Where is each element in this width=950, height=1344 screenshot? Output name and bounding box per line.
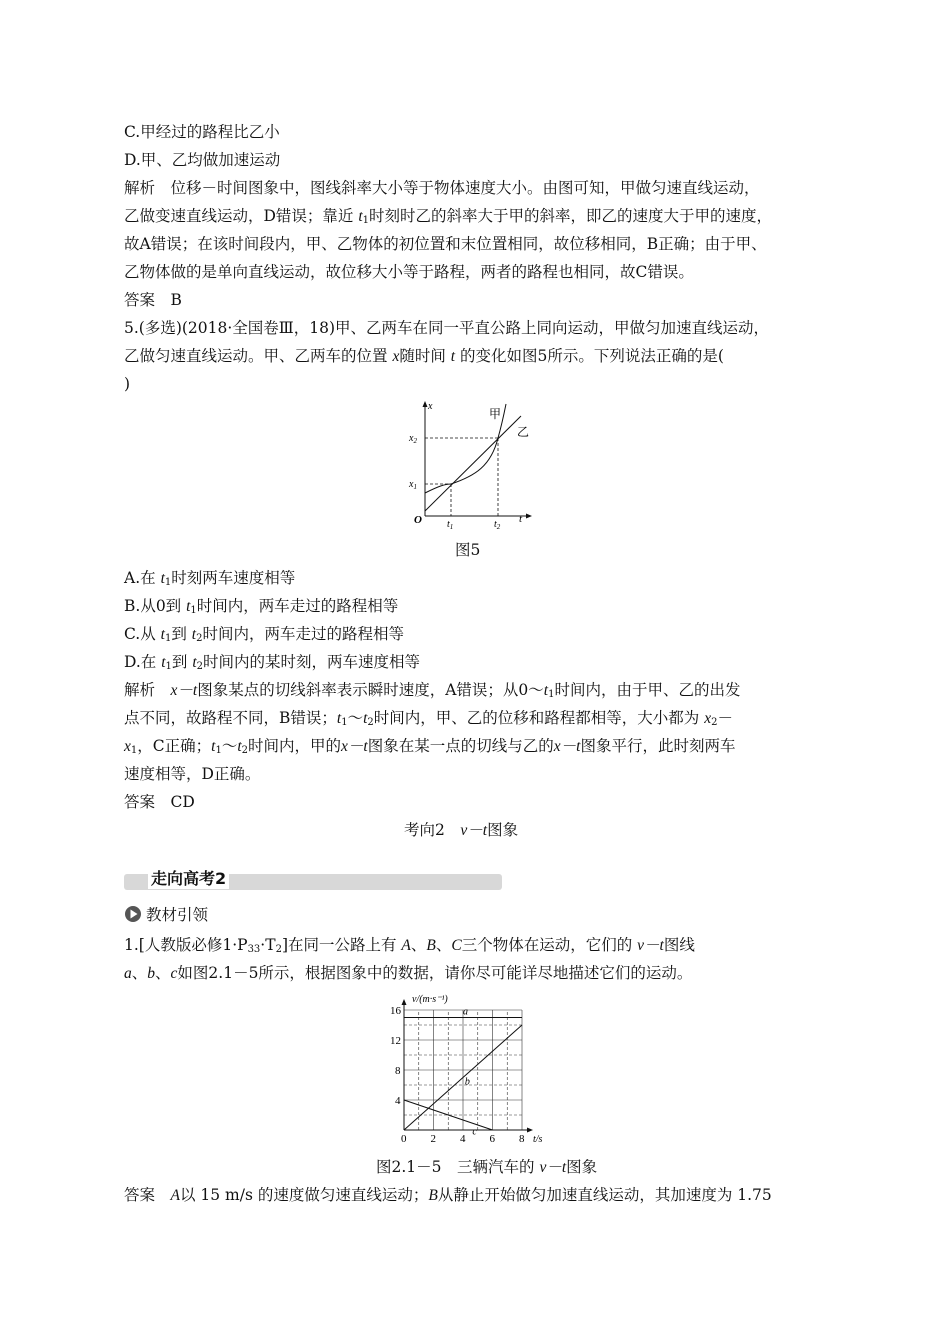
svg-text:x2: $x_2$ — [409, 433, 417, 445]
figure-2-1-5-caption: 图2.1－5 三辆汽车的 v－t图象 — [376, 1158, 598, 1176]
answer-q5: 答案 CD — [124, 793, 195, 811]
q5-analysis-3: $x_1$，C正确；$t_1\sim t_2$时间内，甲的x－t图象在某一点的切线与乙的x－t图象平行，此时刻两车 — [124, 737, 736, 756]
section-title: 考向2 v－t图象 — [404, 821, 519, 839]
x-axis-label: t — [519, 513, 523, 525]
origin-label: O — [414, 514, 422, 526]
jia-label: 甲 — [489, 407, 502, 421]
x-axis-arrow — [527, 1128, 533, 1133]
analysis-line-1: 解析 位移－时间图象中，图线斜率大小等于物体速度大小。由图可知，甲做匀速直线运动， — [124, 179, 760, 197]
y-tick-label: 12 — [390, 1035, 401, 1047]
q1-stem-2: a、b、c如图2.1－5所示，根据图象中的数据，请你尽可能详尽地描述它们的运动。 — [124, 964, 693, 982]
y-tick-label: 4 — [395, 1095, 401, 1107]
x2-label: x — [409, 433, 414, 444]
analysis-line-4: 乙物体做的是单向直线运动，故位移大小等于路程，两者的路程也相同，故C错误。 — [124, 263, 694, 281]
t2-label: t — [494, 519, 497, 530]
t1-label: t — [447, 519, 450, 530]
q5-stem-1: 5.(多选)(2018·全国卷Ⅲ，18)甲、乙两车在同一平直公路上同向运动，甲做匀加速直线运动， — [124, 319, 770, 337]
analysis-line-3: 故A错误；在该时间段内，甲、乙物体的初位置和末位置相同，故位移相同，B正确；由于甲、 — [124, 235, 767, 253]
q5-analysis-2: 点不同，故路程不同，B错误；$t_1\sim t_2$时间内，甲、乙的位移和路程都相等，大小都为 $x_2-$ — [124, 709, 734, 728]
q5-option-b: B.从0到 $t_1$时间内，两车走过的路程相等 — [124, 597, 399, 616]
y-axis-arrow — [402, 999, 407, 1005]
chart-ylabel: v/(m·s⁻¹) — [412, 994, 448, 1005]
svg-text:t2: $t_2$ — [494, 519, 501, 531]
series-label-a: a — [463, 1006, 468, 1018]
x-tick-label: 0 — [401, 1133, 407, 1145]
figure-5-caption: 图5 — [455, 541, 481, 559]
q5-option-a: A.在 $t_1$时刻两车速度相等 — [124, 569, 296, 588]
figure-5-xt-graph — [405, 396, 540, 531]
x-tick-label: 4 — [460, 1133, 466, 1145]
line-yi — [425, 416, 521, 511]
x1-label: x — [409, 479, 414, 490]
svg-text:t1: $t_1$ — [447, 519, 454, 531]
yi-label: 乙 — [517, 425, 530, 439]
q5-analysis-4: 速度相等，D正确。 — [124, 765, 261, 783]
q5-stem-3: ) — [124, 375, 131, 393]
q5-analysis-1: 解析 x－t图象某点的切线斜率表示瞬时速度，A错误；从$0\sim t_1$时间内，由于甲、乙的出发 — [124, 681, 741, 700]
series-label-b: b — [464, 1076, 470, 1088]
answer-q4: 答案 B — [124, 291, 182, 309]
q1-stem-1: 1.[人教版必修$1\cdot P_{33}\cdot T_2$]在同一公路上有 A、B、C三个物体在运动，它们的 v－t图线 — [124, 936, 695, 955]
q5-option-d: D.在 $t_1$到 $t_2$时间内的某时刻，两车速度相等 — [124, 653, 421, 672]
answer-q1: 答案 A以 15 m/s 的速度做匀速直线运动；B从静止开始做匀加速直线运动，其加速度为 1.75 — [124, 1186, 772, 1204]
x-tick-label: 8 — [519, 1133, 525, 1145]
series-label-c: c — [472, 1126, 477, 1138]
figure-2-1-5-vt-chart — [376, 988, 556, 1150]
y-axis-label: x — [428, 401, 433, 412]
chart-xlabel: t/s — [533, 1134, 543, 1145]
y-tick-label: 16 — [390, 1005, 401, 1017]
q5-option-c: C.从 $t_1$到 $t_2$时间内，两车走过的路程相等 — [124, 625, 404, 644]
option-d: D.甲、乙均做加速运动 — [124, 151, 281, 169]
play-circle-icon — [124, 905, 142, 923]
textbook-heading: 教材引领 — [124, 905, 208, 925]
x-tick-label: 6 — [489, 1133, 495, 1145]
banner-title: 走向高考2 — [148, 866, 229, 889]
section-banner — [124, 866, 502, 892]
x-tick-label: 2 — [430, 1133, 436, 1145]
option-c: C.甲经过的路程比乙小 — [124, 123, 280, 141]
analysis-line-2: 乙做变速直线运动，D错误；靠近 $t_1$时刻时乙的斜率大于甲的斜率，即乙的速度大于甲的速度， — [124, 207, 773, 226]
q5-stem-2: 乙做匀速直线运动。甲、乙两车的位置 x随时间 t 的变化如图5所示。下列说法正确的是( — [124, 347, 724, 365]
y-tick-label: 8 — [395, 1065, 401, 1077]
svg-text:x1: $x_1$ — [409, 479, 417, 491]
